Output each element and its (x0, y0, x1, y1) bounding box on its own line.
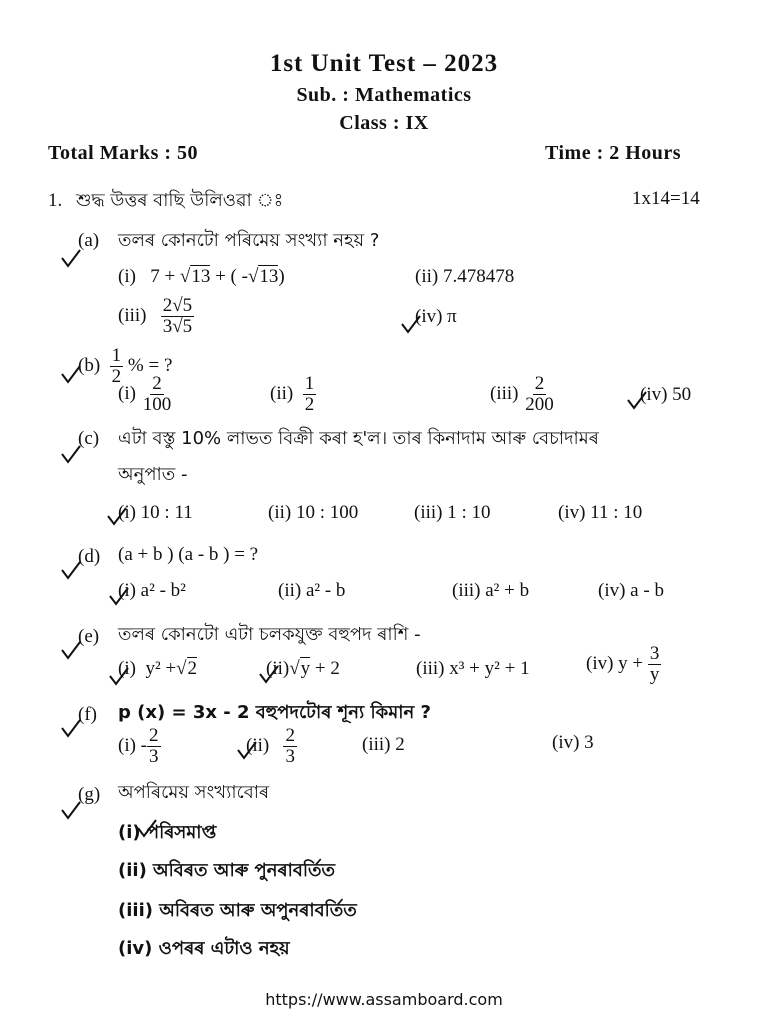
option-g-i: (i) পৰিসমাপ্ত (118, 822, 217, 843)
option-d-iv: (iv) a - b (598, 580, 664, 601)
sub-question-text-a: তলৰ কোনটো পৰিমেয় সংখ্যা নহয় ? (118, 230, 380, 251)
option-d-i: (i) a² - b² (118, 580, 186, 601)
check-mark-icon (60, 248, 82, 268)
option-label: (i) (118, 266, 136, 287)
check-mark-icon (60, 640, 82, 660)
math-expression: + ( -√ (210, 266, 259, 287)
check-mark-icon (108, 666, 130, 686)
check-mark-icon (626, 390, 648, 410)
option-c-ii: (ii) 10 : 100 (268, 502, 359, 523)
denominator: 3 (149, 745, 159, 767)
sub-question-label-c: (c) (78, 428, 100, 449)
test-title: 1st Unit Test – 2023 (269, 50, 499, 77)
option-label: (i) (118, 658, 136, 679)
option-f-iv: (iv) 3 (552, 732, 594, 753)
option-f-iii: (iii) 2 (362, 734, 405, 755)
denominator: 2 (304, 393, 315, 415)
subject-line: Sub. : Mathematics (296, 84, 472, 106)
denominator: 100 (142, 393, 172, 415)
option-b-iii (490, 374, 556, 415)
option-a-iv: (iv) π (415, 306, 457, 327)
denominator: y (649, 663, 660, 685)
check-mark-icon (236, 740, 258, 760)
numerator: 1 (111, 345, 122, 366)
fraction (147, 726, 161, 767)
check-mark-icon (108, 586, 130, 606)
check-mark-icon (258, 664, 280, 684)
sub-question-text-g: অপৰিমেয় সংখ্যাবোৰ (118, 782, 270, 803)
option-f-i (118, 726, 161, 767)
option-label: (ii) (266, 658, 290, 679)
sub-question-text-d: (a + b ) (a - b ) = ? (118, 544, 259, 565)
math-expression: ) (278, 266, 285, 287)
sub-question-label-g: (g) (78, 784, 101, 805)
option-g-iv: (iv) ওপৰৰ এটাও নহয় (118, 938, 290, 959)
footer-url: https://www.assamboard.com (265, 990, 503, 1009)
numerator: 2 (285, 725, 295, 746)
check-mark-icon (60, 444, 82, 464)
sub-question-text-c-line2: অনুপাত - (118, 464, 188, 485)
option-d-iii: (iii) a² + b (452, 580, 530, 601)
check-mark-icon (60, 718, 82, 738)
sub-question-label-f: (f) (78, 704, 97, 725)
option-b-i (118, 374, 173, 415)
option-g-ii: (ii) অবিৰত আৰু পুনৰাবৰ্তিত (118, 860, 336, 881)
option-a-iii (118, 296, 194, 337)
numerator: 1 (304, 373, 315, 394)
fraction (303, 374, 317, 415)
question-instruction: শুদ্ধ উত্তৰ বাছি উলিওৱা ঃ (76, 190, 284, 211)
class-line: Class : IX (339, 112, 429, 134)
sub-question-label-e: (e) (78, 626, 100, 647)
option-d-ii: (ii) a² - b (278, 580, 346, 601)
numerator: 2 (152, 373, 162, 394)
radicand: 2 (187, 658, 198, 679)
option-label: (ii) (270, 383, 294, 405)
denominator: 3√5 (162, 315, 193, 337)
question-number: 1. (48, 190, 63, 211)
check-mark-icon (60, 560, 82, 580)
option-e-iii: (iii) x³ + y² + 1 (416, 658, 530, 679)
denominator: 3 (285, 745, 295, 767)
fraction (141, 374, 174, 415)
sub-question-label-b: (b) (78, 355, 101, 377)
radicand: y (300, 658, 311, 679)
option-label: (iii) (490, 383, 519, 405)
fraction (523, 374, 556, 415)
sub-question-text-c-line1: এটা বস্তু 10% লাভত বিক্ৰী কৰা হ'ল। তাৰ কিনাদাম আৰু বেচাদামৰ (118, 428, 599, 449)
option-g-iii: (iii) অবিৰত আৰু অপুনৰাবৰ্তিত (118, 900, 357, 921)
option-label: (iv) y + (586, 653, 644, 675)
check-mark-icon (400, 314, 422, 334)
option-label: (i) (118, 383, 136, 405)
option-b-ii (270, 374, 316, 415)
fraction (648, 644, 662, 685)
total-marks: Total Marks : 50 (48, 142, 199, 164)
numerator: 2 (534, 373, 545, 394)
question-marks: 1x14=14 (632, 188, 700, 209)
numerator: 2√5 (162, 295, 193, 316)
option-a-i (118, 266, 285, 288)
time-allowed: Time : 2 Hours (545, 142, 682, 164)
check-mark-icon (60, 800, 82, 820)
option-c-i: (i) 10 : 11 (118, 502, 193, 523)
check-mark-icon (106, 506, 128, 526)
math-expression: + 2 (310, 658, 340, 679)
numerator: 3 (649, 643, 660, 664)
sub-question-label-d: (d) (78, 546, 101, 567)
option-a-ii: (ii) 7.478478 (415, 266, 515, 287)
math-expression: y² +√ (145, 658, 187, 679)
radicand: 13 (259, 266, 279, 287)
math-expression: 7 + √ (150, 266, 191, 287)
numerator: 2 (149, 725, 159, 746)
check-mark-icon (60, 364, 82, 384)
fraction (161, 296, 194, 337)
check-mark-icon (136, 818, 158, 838)
sub-question-text-e: তলৰ কোনটো এটা চলকযুক্ত বহুপদ ৰাশি - (118, 624, 421, 645)
option-label: (i) - (118, 735, 148, 757)
option-c-iv: (iv) 11 : 10 (558, 502, 643, 523)
math-expression: √ (289, 658, 300, 679)
fraction (283, 726, 297, 767)
option-b-iv: (iv) 50 (640, 384, 692, 405)
option-label: (ii) (246, 735, 270, 757)
sub-question-text-f: p (x) = 3x - 2 বহুপদটোৰ শূন্য কিমান ? (118, 702, 431, 723)
radicand: 13 (191, 266, 211, 287)
denominator: 200 (525, 393, 554, 415)
sub-question-text-b: % = ? (127, 355, 173, 377)
sub-question-label-a: (a) (78, 230, 100, 251)
option-label: (iii) (118, 305, 147, 327)
option-e-iv (586, 644, 661, 685)
denominator: 2 (111, 365, 122, 387)
option-c-iii: (iii) 1 : 10 (414, 502, 491, 523)
